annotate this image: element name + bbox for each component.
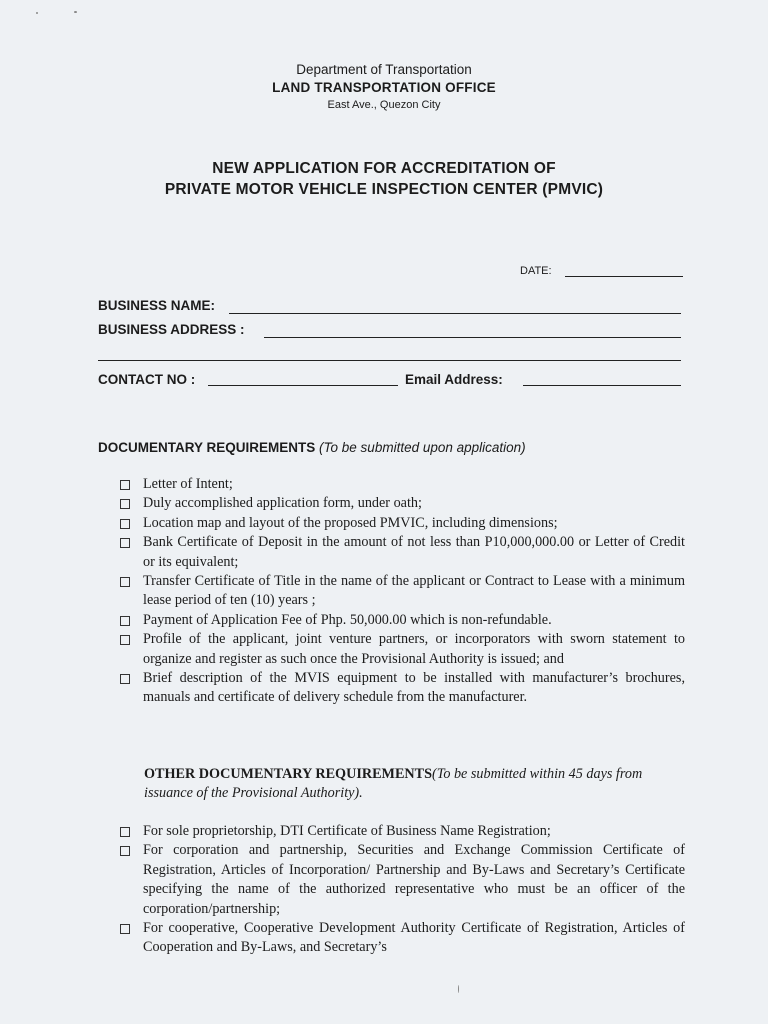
other-heading-note: (To be submitted within 45 days from issuance of the Provisional Authority). (144, 766, 643, 802)
checkbox[interactable] (120, 480, 130, 490)
contact-number-label: CONTACT NO : (98, 372, 196, 387)
business-name-label: BUSINESS NAME: (98, 298, 216, 313)
list-item: Location map and layout of the proposed PMVIC, including dimensions; (120, 514, 685, 533)
checkbox[interactable] (120, 577, 130, 587)
email-address-label: Email Address: (405, 372, 503, 387)
checkbox[interactable] (120, 519, 130, 529)
checkbox[interactable] (120, 499, 130, 509)
scan-speck (458, 985, 459, 993)
list-item: For sole proprietorship, DTI Certificate of Business Name Registration; (120, 822, 685, 841)
list-item: For cooperative, Cooperative Development Authority Certificate of Registration, Articles of Cooperation and By-Laws, and Secretary’s (120, 919, 685, 958)
list-item: Duly accomplished application form, under oath; (120, 494, 685, 513)
email-address-field[interactable] (523, 385, 681, 386)
checkbox[interactable] (120, 674, 130, 684)
documentary-heading-text: DOCUMENTARY REQUIREMENTS (98, 440, 316, 455)
other-requirements-list (120, 822, 685, 958)
other-heading-text: OTHER DOCUMENTARY REQUIREMENTS (144, 766, 433, 782)
department-name: Department of Transportation (296, 62, 472, 77)
date-field[interactable] (565, 276, 683, 277)
documentary-requirements-list (120, 475, 685, 708)
business-address-field-line-2[interactable] (98, 360, 681, 361)
business-name-field[interactable] (229, 313, 681, 314)
office-address: East Ave., Quezon City (327, 99, 441, 111)
documentary-heading-note: (To be submitted upon application) (319, 440, 526, 455)
checkbox[interactable] (120, 538, 130, 548)
checkbox[interactable] (120, 635, 130, 645)
checkbox[interactable] (120, 827, 130, 837)
business-address-label: BUSINESS ADDRESS : (98, 322, 245, 337)
document-title-line-2: PRIVATE MOTOR VEHICLE INSPECTION CENTER (PMVIC) (164, 181, 604, 198)
checkbox[interactable] (120, 924, 130, 934)
list-item: Profile of the applicant, joint venture partners, or incorporators with sworn statement to organize and register as such once the Provisional Authority is issued; and (120, 630, 685, 669)
checkbox[interactable] (120, 616, 130, 626)
checkbox[interactable] (120, 846, 130, 856)
list-item: Brief description of the MVIS equipment to be installed with manufacturer’s brochures, manuals and certificate of delivery schedule from the manufacturer. (120, 669, 685, 708)
documentary-requirements-heading (98, 440, 526, 455)
other-documentary-requirements-heading (144, 765, 689, 804)
document-title-line-1: NEW APPLICATION FOR ACCREDITATION OF (212, 160, 556, 177)
business-address-field[interactable] (264, 337, 681, 338)
list-item: Letter of Intent; (120, 475, 685, 494)
contact-number-field[interactable] (208, 385, 398, 386)
office-name: LAND TRANSPORTATION OFFICE (272, 80, 496, 95)
list-item: Bank Certificate of Deposit in the amount of not less than P10,000,000.00 or Letter of Credit or its equivalent; (120, 533, 685, 572)
scan-speck (36, 12, 38, 14)
list-item: Payment of Application Fee of Php. 50,000.00 which is non-refundable. (120, 611, 685, 630)
list-item: Transfer Certificate of Title in the name of the applicant or Contract to Lease with a minimum lease period of ten (10) years ; (120, 572, 685, 611)
scan-speck (74, 11, 77, 13)
list-item: For corporation and partnership, Securities and Exchange Commission Certificate of Registration, Articles of Incorporation/ Partnership and By-Laws and Secretary’s Certificate specifying the name of the authorized representative who must be an officer of the corporation/partnership; (120, 841, 685, 919)
date-label: DATE: (520, 265, 552, 277)
